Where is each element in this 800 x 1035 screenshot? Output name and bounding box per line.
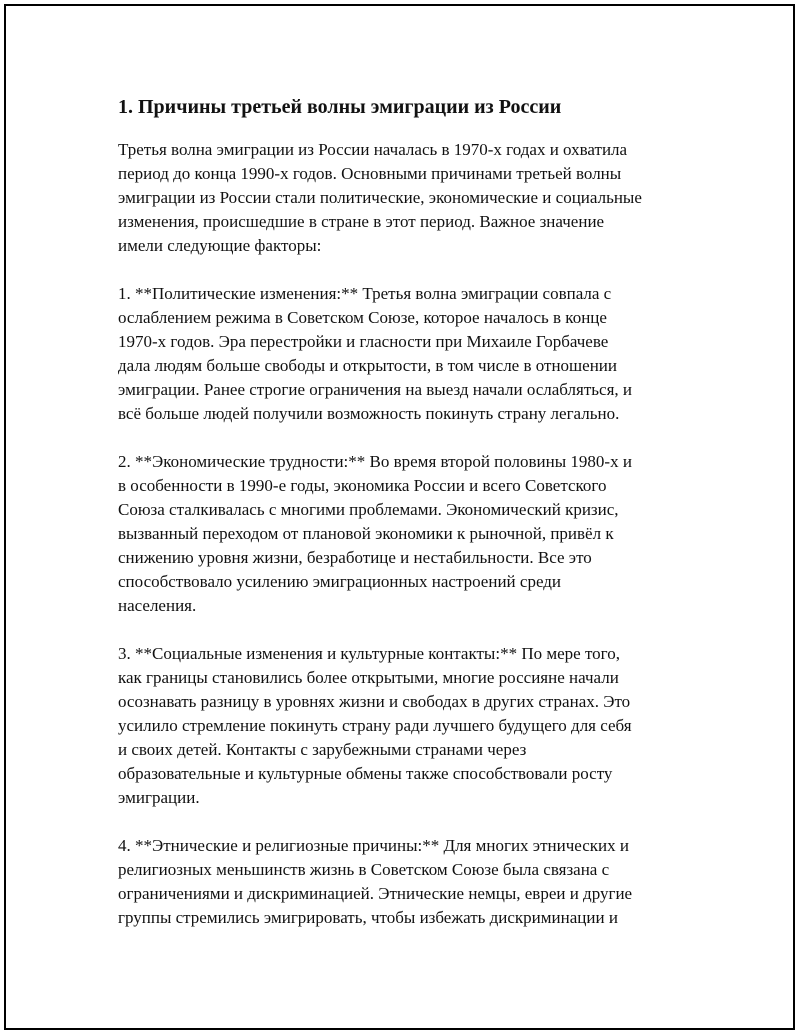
text-line: 2. **Экономические трудности:** Во время второй половины 1980-х и <box>118 452 632 471</box>
section-heading: 1. Причины третьей волны эмиграции из России <box>118 96 562 118</box>
political-changes-paragraph <box>118 282 698 426</box>
text-line: снижению уровня жизни, безработице и нестабильности. Все это <box>118 548 592 567</box>
text-line: в особенности в 1990-е годы, экономика России и всего Советского <box>118 476 607 495</box>
text-line: способствовало усилению эмиграционных настроений среди <box>118 572 562 591</box>
text-line: 3. **Социальные изменения и культурные контакты:** По мере того, <box>118 644 620 663</box>
text-line: образовательные и культурные обмены также способствовали росту <box>118 764 613 783</box>
text-line: 4. **Этнические и религиозные причины:** Для многих этнических и <box>118 836 629 855</box>
text-line: осознавать разницу в уровнях жизни и свободах в других странах. Это <box>118 692 631 711</box>
economic-difficulties-paragraph <box>118 450 698 618</box>
text-line: вызванный переходом от плановой экономики к рыночной, привёл к <box>118 524 614 543</box>
document-body <box>118 95 698 954</box>
text-line: всё больше людей получили возможность покинуть страну легально. <box>118 404 620 423</box>
text-line: дала людям больше свободы и открытости, в том числе в отношении <box>118 356 617 375</box>
text-line: 1970-х годов. Эра перестройки и гласности при Михаиле Горбачеве <box>118 332 609 351</box>
text-line: имели следующие факторы: <box>118 236 322 255</box>
text-line: эмиграции. <box>118 788 200 807</box>
text-line: эмиграции из России стали политические, экономические и социальные <box>118 188 642 207</box>
text-line: группы стремились эмигрировать, чтобы избежать дискриминации и <box>118 908 618 927</box>
text-line: религиозных меньшинств жизнь в Советском Союзе была связана с <box>118 860 610 879</box>
text-line: период до конца 1990-х годов. Основными причинами третьей волны <box>118 164 622 183</box>
text-line: изменения, происшедшие в стране в этот период. Важное значение <box>118 212 605 231</box>
text-line: как границы становились более открытыми, многие россияне начали <box>118 668 619 687</box>
text-line: Союза сталкивалась с многими проблемами. Экономический кризис, <box>118 500 619 519</box>
text-line: ограничениями и дискриминацией. Этнические немцы, евреи и другие <box>118 884 633 903</box>
text-line: и своих детей. Контакты с зарубежными странами через <box>118 740 527 759</box>
text-line: эмиграции. Ранее строгие ограничения на выезд начали ослабляться, и <box>118 380 632 399</box>
text-line: усилило стремление покинуть страну ради лучшего будущего для себя <box>118 716 632 735</box>
text-line: ослаблением режима в Советском Союзе, которое началось в конце <box>118 308 607 327</box>
text-line: населения. <box>118 596 197 615</box>
social-changes-paragraph <box>118 642 698 810</box>
text-line: Третья волна эмиграции из России началась в 1970-х годах и охватила <box>118 140 628 159</box>
text-line: 1. **Политические изменения:** Третья волна эмиграции совпала с <box>118 284 612 303</box>
ethnic-religious-paragraph <box>118 834 698 930</box>
intro-paragraph <box>118 138 698 258</box>
